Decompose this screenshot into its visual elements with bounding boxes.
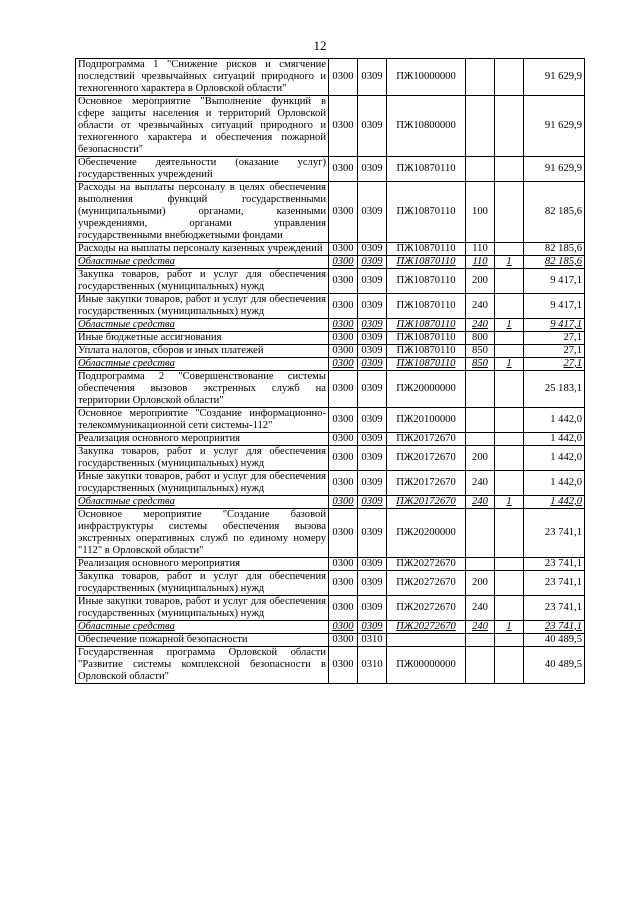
row-name: Областные средства: [76, 256, 329, 269]
subsection-code: 0309: [358, 558, 387, 571]
target-article-code: ПЖ10870110: [387, 294, 466, 319]
amount: 23 741,1: [524, 558, 585, 571]
section-code: 0300: [329, 332, 358, 345]
subsection-code: 0309: [358, 509, 387, 558]
source-code: [495, 571, 524, 596]
target-article-code: ПЖ10870110: [387, 345, 466, 358]
source-code: 1: [495, 621, 524, 634]
section-code: 0300: [329, 509, 358, 558]
target-article-code: ПЖ20272670: [387, 558, 466, 571]
amount: 1 442,0: [524, 496, 585, 509]
source-code: [495, 59, 524, 96]
target-article-code: ПЖ10870110: [387, 182, 466, 243]
subsection-code: 0309: [358, 446, 387, 471]
section-code: 0300: [329, 647, 358, 684]
section-code: 0300: [329, 408, 358, 433]
expense-type-code: 850: [466, 358, 495, 371]
target-article-code: ПЖ20172670: [387, 446, 466, 471]
source-code: [495, 332, 524, 345]
row-name: Обеспечение деятельности (оказание услуг) государственных учреждений: [76, 157, 329, 182]
amount: 27,1: [524, 358, 585, 371]
target-article-code: ПЖ10870110: [387, 332, 466, 345]
amount: 1 442,0: [524, 433, 585, 446]
subsection-code: 0309: [358, 294, 387, 319]
table-row: [76, 243, 585, 256]
row-name: Подпрограмма 2 "Совершенствование системы обеспечения вызовов экстренных служб на территории Орловской области": [76, 371, 329, 408]
row-name: Государственная программа Орловской области "Развитие системы комплексной безопасности в Орловской области": [76, 647, 329, 684]
section-code: 0300: [329, 621, 358, 634]
subsection-code: 0309: [358, 332, 387, 345]
subsection-code: 0309: [358, 571, 387, 596]
target-article-code: ПЖ20272670: [387, 571, 466, 596]
source-code: [495, 647, 524, 684]
source-code: [495, 634, 524, 647]
target-article-code: ПЖ20200000: [387, 509, 466, 558]
expense-type-code: [466, 371, 495, 408]
target-article-code: ПЖ20172670: [387, 496, 466, 509]
expense-type-code: [466, 558, 495, 571]
expense-type-code: [466, 433, 495, 446]
amount: 91 629,9: [524, 96, 585, 157]
target-article-code: ПЖ20272670: [387, 596, 466, 621]
source-code: [495, 471, 524, 496]
subsection-code: 0309: [358, 96, 387, 157]
table-row: [76, 256, 585, 269]
source-code: 1: [495, 358, 524, 371]
table-row: [76, 621, 585, 634]
subsection-code: 0309: [358, 182, 387, 243]
expense-type-code: 110: [466, 256, 495, 269]
subsection-code: 0309: [358, 269, 387, 294]
table-row: [76, 269, 585, 294]
amount: 9 417,1: [524, 294, 585, 319]
table-row: [76, 647, 585, 684]
row-name: Обеспечение пожарной безопасности: [76, 634, 329, 647]
source-code: [495, 433, 524, 446]
amount: 40 489,5: [524, 634, 585, 647]
section-code: 0300: [329, 157, 358, 182]
section-code: 0300: [329, 471, 358, 496]
source-code: [495, 182, 524, 243]
subsection-code: 0310: [358, 647, 387, 684]
section-code: 0300: [329, 319, 358, 332]
section-code: 0300: [329, 243, 358, 256]
table-row: [76, 182, 585, 243]
amount: 23 741,1: [524, 621, 585, 634]
source-code: [495, 596, 524, 621]
amount: 25 183,1: [524, 371, 585, 408]
target-article-code: ПЖ10870110: [387, 256, 466, 269]
expense-type-code: 200: [466, 269, 495, 294]
source-code: [495, 408, 524, 433]
subsection-code: 0309: [358, 319, 387, 332]
amount: 23 741,1: [524, 596, 585, 621]
row-name: Иные бюджетные ассигнования: [76, 332, 329, 345]
amount: 91 629,9: [524, 59, 585, 96]
row-name: Закупка товаров, работ и услуг для обеспечения государственных (муниципальных) нужд: [76, 446, 329, 471]
expense-type-code: 240: [466, 294, 495, 319]
amount: 27,1: [524, 345, 585, 358]
expense-type-code: 240: [466, 596, 495, 621]
expense-type-code: 240: [466, 471, 495, 496]
expense-type-code: 240: [466, 621, 495, 634]
table-row: [76, 294, 585, 319]
table-row: [76, 496, 585, 509]
row-name: Основное мероприятие "Создание информационно-телекоммуникационной сети системы-112": [76, 408, 329, 433]
table-row: [76, 408, 585, 433]
row-name: Основное мероприятие "Выполнение функций в сфере защиты населения и территорий Орловской области от чрезвычайных ситуаций природного и техногенного характера и обеспечения пожарной безопасности": [76, 96, 329, 157]
page-number: 12: [313, 38, 327, 53]
row-name: Областные средства: [76, 358, 329, 371]
row-name: Основное мероприятие "Создание базовой инфраструктуры системы обеспечения вызова экстренных оперативных служб по единому номеру "112" в Орловской области": [76, 509, 329, 558]
subsection-code: 0309: [358, 408, 387, 433]
section-code: 0300: [329, 446, 358, 471]
subsection-code: 0309: [358, 596, 387, 621]
table-row: [76, 59, 585, 96]
table-row: [76, 634, 585, 647]
source-code: [495, 96, 524, 157]
target-article-code: ПЖ20172670: [387, 433, 466, 446]
amount: 82 185,6: [524, 243, 585, 256]
source-code: [495, 509, 524, 558]
section-code: 0300: [329, 269, 358, 294]
source-code: 1: [495, 319, 524, 332]
target-article-code: [387, 634, 466, 647]
section-code: 0300: [329, 345, 358, 358]
target-article-code: ПЖ10800000: [387, 96, 466, 157]
target-article-code: ПЖ20100000: [387, 408, 466, 433]
subsection-code: 0309: [358, 243, 387, 256]
source-code: [495, 558, 524, 571]
row-name: Расходы на выплаты персоналу в целях обеспечения выполнения функций государственными (муниципальными) органами, казенными учреждениями, органами управления государственными внебюджетными фондами: [76, 182, 329, 243]
target-article-code: ПЖ10870110: [387, 243, 466, 256]
subsection-code: 0309: [358, 256, 387, 269]
subsection-code: 0309: [358, 496, 387, 509]
budget-table: [75, 58, 585, 684]
target-article-code: ПЖ10870110: [387, 319, 466, 332]
section-code: 0300: [329, 371, 358, 408]
subsection-code: 0309: [358, 371, 387, 408]
target-article-code: ПЖ10870110: [387, 269, 466, 294]
row-name: Иные закупки товаров, работ и услуг для обеспечения государственных (муниципальных) нужд: [76, 294, 329, 319]
table-row: [76, 332, 585, 345]
row-name: Областные средства: [76, 496, 329, 509]
amount: 82 185,6: [524, 256, 585, 269]
expense-type-code: 800: [466, 332, 495, 345]
amount: 1 442,0: [524, 408, 585, 433]
row-name: Иные закупки товаров, работ и услуг для обеспечения государственных (муниципальных) нужд: [76, 596, 329, 621]
source-code: [495, 371, 524, 408]
section-code: 0300: [329, 634, 358, 647]
row-name: Иные закупки товаров, работ и услуг для обеспечения государственных (муниципальных) нужд: [76, 471, 329, 496]
section-code: 0300: [329, 59, 358, 96]
amount: 23 741,1: [524, 509, 585, 558]
amount: 23 741,1: [524, 571, 585, 596]
target-article-code: ПЖ10870110: [387, 157, 466, 182]
row-name: Уплата налогов, сборов и иных платежей: [76, 345, 329, 358]
amount: 9 417,1: [524, 269, 585, 294]
expense-type-code: 110: [466, 243, 495, 256]
row-name: Закупка товаров, работ и услуг для обеспечения государственных (муниципальных) нужд: [76, 269, 329, 294]
amount: 1 442,0: [524, 471, 585, 496]
section-code: 0300: [329, 596, 358, 621]
section-code: 0300: [329, 294, 358, 319]
amount: 9 417,1: [524, 319, 585, 332]
table-row: [76, 345, 585, 358]
expense-type-code: [466, 96, 495, 157]
amount: 40 489,5: [524, 647, 585, 684]
table-row: [76, 446, 585, 471]
source-code: [495, 446, 524, 471]
source-code: [495, 345, 524, 358]
subsection-code: 0309: [358, 358, 387, 371]
section-code: 0300: [329, 433, 358, 446]
source-code: 1: [495, 496, 524, 509]
table-row: [76, 157, 585, 182]
row-name: Реализация основного мероприятия: [76, 558, 329, 571]
table-row: [76, 571, 585, 596]
expense-type-code: 100: [466, 182, 495, 243]
row-name: Расходы на выплаты персоналу казенных учреждений: [76, 243, 329, 256]
section-code: 0300: [329, 182, 358, 243]
table-row: [76, 358, 585, 371]
target-article-code: ПЖ20000000: [387, 371, 466, 408]
source-code: 1: [495, 256, 524, 269]
target-article-code: ПЖ20172670: [387, 471, 466, 496]
expense-type-code: [466, 634, 495, 647]
table-row: [76, 509, 585, 558]
table-row: [76, 433, 585, 446]
subsection-code: 0309: [358, 471, 387, 496]
row-name: Областные средства: [76, 319, 329, 332]
row-name: Подпрограмма 1 "Снижение рисков и смягчение последствий чрезвычайных ситуаций природного и техногенного характера в Орловской области": [76, 59, 329, 96]
subsection-code: 0309: [358, 59, 387, 96]
target-article-code: ПЖ10000000: [387, 59, 466, 96]
amount: 1 442,0: [524, 446, 585, 471]
subsection-code: 0310: [358, 634, 387, 647]
expense-type-code: [466, 59, 495, 96]
section-code: 0300: [329, 571, 358, 596]
section-code: 0300: [329, 496, 358, 509]
section-code: 0300: [329, 358, 358, 371]
section-code: 0300: [329, 96, 358, 157]
expense-type-code: 850: [466, 345, 495, 358]
expense-type-code: 240: [466, 319, 495, 332]
amount: 27,1: [524, 332, 585, 345]
source-code: [495, 294, 524, 319]
expense-type-code: [466, 509, 495, 558]
subsection-code: 0309: [358, 433, 387, 446]
target-article-code: ПЖ20272670: [387, 621, 466, 634]
row-name: Закупка товаров, работ и услуг для обеспечения государственных (муниципальных) нужд: [76, 571, 329, 596]
target-article-code: ПЖ00000000: [387, 647, 466, 684]
expense-type-code: 200: [466, 571, 495, 596]
row-name: Реализация основного мероприятия: [76, 433, 329, 446]
row-name: Областные средства: [76, 621, 329, 634]
expense-type-code: [466, 157, 495, 182]
subsection-code: 0309: [358, 621, 387, 634]
table-row: [76, 558, 585, 571]
table-row: [76, 596, 585, 621]
expense-type-code: 200: [466, 446, 495, 471]
table-row: [76, 371, 585, 408]
table-row: [76, 96, 585, 157]
table-row: [76, 319, 585, 332]
expense-type-code: [466, 408, 495, 433]
subsection-code: 0309: [358, 157, 387, 182]
subsection-code: 0309: [358, 345, 387, 358]
expense-type-code: 240: [466, 496, 495, 509]
source-code: [495, 157, 524, 182]
section-code: 0300: [329, 558, 358, 571]
section-code: 0300: [329, 256, 358, 269]
amount: 82 185,6: [524, 182, 585, 243]
expense-type-code: [466, 647, 495, 684]
target-article-code: ПЖ10870110: [387, 358, 466, 371]
table-row: [76, 471, 585, 496]
amount: 91 629,9: [524, 157, 585, 182]
source-code: [495, 243, 524, 256]
source-code: [495, 269, 524, 294]
